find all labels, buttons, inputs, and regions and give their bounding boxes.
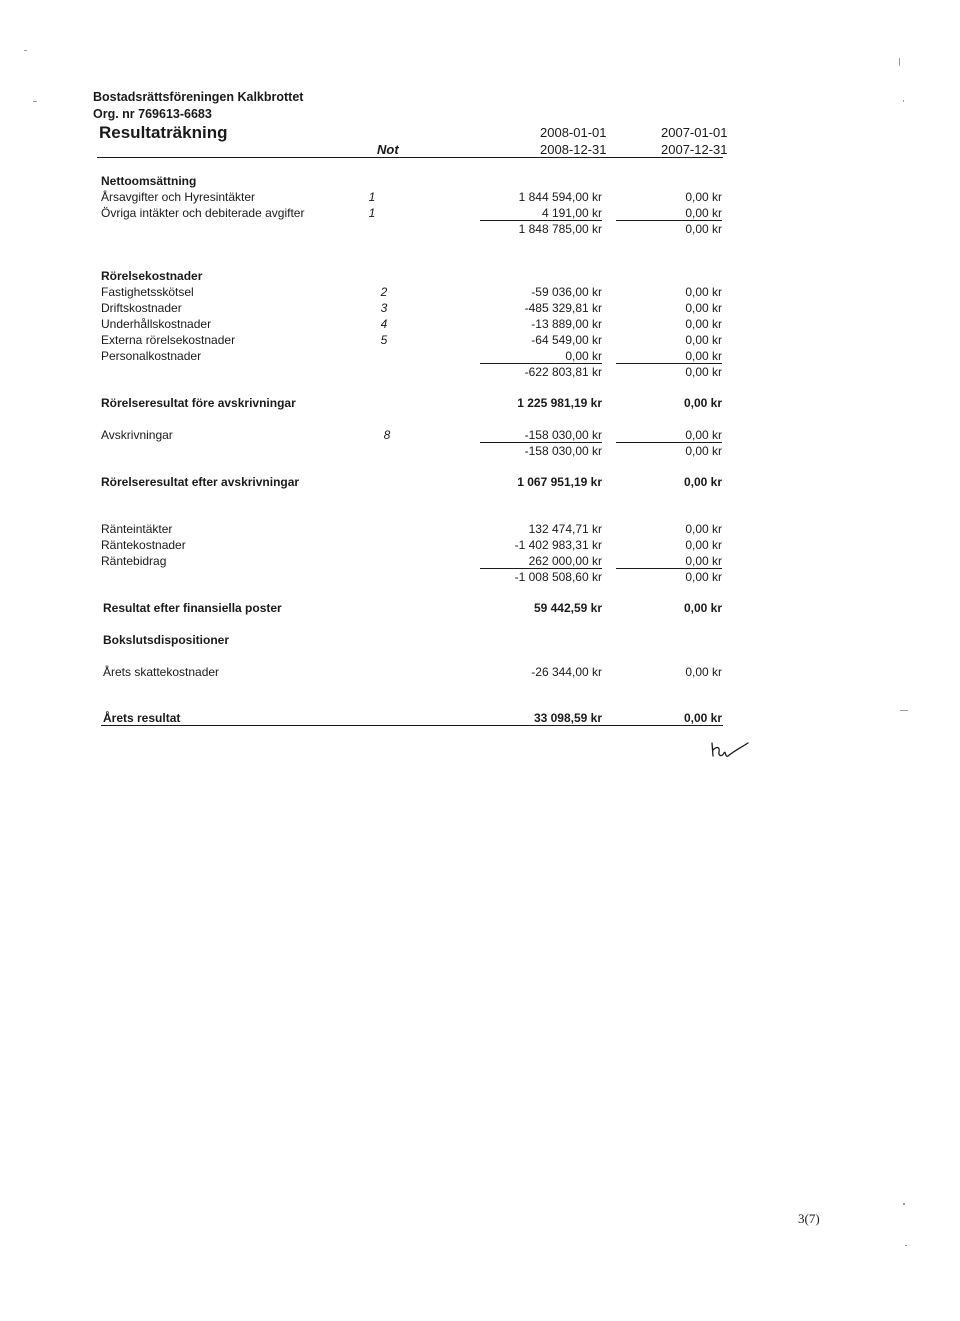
subtotal-line-2008 (480, 363, 602, 364)
subtotal-line-2008 (480, 568, 602, 569)
result-before-depreciation-2007: 0,00 kr (683, 396, 722, 410)
row-note-arsavgifter: 1 (368, 190, 376, 204)
row-note-underhallskostnader: 4 (380, 317, 388, 331)
row-value-2008-rantebidrag: 262 000,00 kr (528, 554, 602, 568)
result-before-depreciation-label: Rörelseresultat före avskrivningar (101, 396, 296, 410)
scan-speck (24, 50, 27, 51)
row-label-arets-skattekostnader: Årets skattekostnader (103, 665, 220, 679)
scan-speck (33, 101, 37, 102)
row-value-2008-driftskostnader: -485 329,81 kr (524, 301, 602, 315)
row-value-2008-rantekostnader: -1 402 983,31 kr (514, 538, 602, 552)
handwritten-initials-icon (708, 740, 752, 764)
row-value-2007-ovriga-intakter: 0,00 kr (685, 206, 722, 220)
row-value-2007-avskrivningar: 0,00 kr (685, 428, 722, 442)
row-label-driftskostnader: Driftskostnader (101, 301, 182, 315)
row-label-arsavgifter: Årsavgifter och Hyresintäkter (101, 190, 256, 204)
row-value-2008-personalkostnader: 0,00 kr (565, 349, 602, 363)
row-note-externa-rorelsekostnader: 5 (380, 333, 388, 347)
row-label-avskrivningar: Avskrivningar (101, 428, 173, 442)
col2-start-date: 2007-01-01 (661, 125, 728, 140)
row-note-fastighetsskotsel: 2 (380, 285, 388, 299)
subtotal-2007-avskrivningar: 0,00 kr (685, 444, 722, 458)
row-value-2007-arsavgifter: 0,00 kr (685, 190, 722, 204)
result-after-financial-label: Resultat efter finansiella poster (103, 601, 282, 615)
row-label-rantekostnader: Räntekostnader (101, 538, 186, 552)
row-value-2007-driftskostnader: 0,00 kr (685, 301, 722, 315)
subtotal-2008-rorelsekostnader: -622 803,81 kr (524, 365, 602, 379)
row-label-externa-rorelsekostnader: Externa rörelsekostnader (101, 333, 236, 347)
page-number: 3(7) (798, 1211, 820, 1226)
row-value-2007-arets-skattekostnader: 0,00 kr (685, 665, 722, 679)
row-value-2008-underhallskostnader: -13 889,00 kr (531, 317, 602, 331)
result-after-depreciation-2008: 1 067 951,19 kr (517, 475, 602, 489)
result-after-depreciation-label: Rörelseresultat efter avskrivningar (101, 475, 300, 489)
row-label-ranteintakter: Ränteintäkter (101, 522, 173, 536)
subtotal-line-2007 (616, 568, 722, 569)
subtotal-line-2007 (616, 220, 722, 221)
subtotal-2007-finans: 0,00 kr (685, 570, 722, 584)
subtotal-line-2008 (480, 442, 602, 443)
subtotal-line-2007 (616, 363, 722, 364)
col1-end-date: 2008-12-31 (540, 142, 607, 157)
subtotal-2007-nettoomsattning: 0,00 kr (685, 222, 722, 236)
row-value-2008-avskrivningar: -158 030,00 kr (524, 428, 602, 442)
row-label-personalkostnader: Personalkostnader (101, 349, 202, 363)
page-title: Resultaträkning (99, 123, 228, 142)
scan-speck (903, 1203, 905, 1205)
subtotal-2008-finans: -1 008 508,60 kr (514, 570, 602, 584)
col2-end-date: 2007-12-31 (661, 142, 728, 157)
row-value-2007-personalkostnader: 0,00 kr (685, 349, 722, 363)
row-value-2008-arets-skattekostnader: -26 344,00 kr (531, 665, 602, 679)
scan-speck (905, 1245, 907, 1246)
scan-speck (903, 100, 904, 102)
result-after-financial-2008: 59 442,59 kr (533, 601, 602, 615)
arets-resultat-label: Årets resultat (103, 711, 181, 725)
final-result-underline (101, 725, 723, 726)
section-heading-rorelsekostnader: Rörelsekostnader (101, 269, 203, 283)
arets-resultat-2007: 0,00 kr (683, 711, 722, 725)
section-heading-nettoomsattning: Nettoomsättning (101, 174, 197, 188)
row-note-ovriga-intakter: 1 (368, 206, 376, 220)
row-value-2007-ranteintakter: 0,00 kr (685, 522, 722, 536)
row-value-2008-ovriga-intakter: 4 191,00 kr (541, 206, 602, 220)
section-heading-bokslutsdispositioner: Bokslutsdispositioner (103, 633, 230, 647)
row-value-2007-externa-rorelsekostnader: 0,00 kr (685, 333, 722, 347)
row-label-underhallskostnader: Underhållskostnader (101, 317, 212, 331)
row-label-fastighetsskotsel: Fastighetsskötsel (101, 285, 194, 299)
subtotal-2008-nettoomsattning: 1 848 785,00 kr (518, 222, 602, 236)
row-label-rantebidrag: Räntebidrag (101, 554, 167, 568)
row-value-2007-fastighetsskotsel: 0,00 kr (685, 285, 722, 299)
row-value-2007-underhallskostnader: 0,00 kr (685, 317, 722, 331)
org-number: Org. nr 769613-6683 (93, 107, 212, 121)
row-value-2008-externa-rorelsekostnader: -64 549,00 kr (531, 333, 602, 347)
subtotal-2008-avskrivningar: -158 030,00 kr (524, 444, 602, 458)
result-after-depreciation-2007: 0,00 kr (683, 475, 722, 489)
result-after-financial-2007: 0,00 kr (683, 601, 722, 615)
row-value-2007-rantebidrag: 0,00 kr (685, 554, 722, 568)
scan-speck (899, 58, 900, 66)
scan-speck (900, 710, 908, 711)
row-value-2008-ranteintakter: 132 474,71 kr (528, 522, 602, 536)
row-value-2007-rantekostnader: 0,00 kr (685, 538, 722, 552)
row-note-driftskostnader: 3 (380, 301, 388, 315)
row-note-avskrivningar: 8 (383, 428, 391, 442)
row-value-2008-arsavgifter: 1 844 594,00 kr (518, 190, 602, 204)
result-before-depreciation-2008: 1 225 981,19 kr (517, 396, 602, 410)
row-value-2008-fastighetsskotsel: -59 036,00 kr (531, 285, 602, 299)
subtotal-line-2008 (480, 220, 602, 221)
subtotal-line-2007 (616, 442, 722, 443)
row-label-ovriga-intakter: Övriga intäkter och debiterade avgifter (101, 206, 305, 220)
col1-start-date: 2008-01-01 (540, 125, 607, 140)
not-column-header: Not (377, 142, 399, 157)
association-name: Bostadsrättsföreningen Kalkbrottet (93, 90, 304, 104)
header-divider (97, 157, 723, 158)
subtotal-2007-rorelsekostnader: 0,00 kr (685, 365, 722, 379)
arets-resultat-2008: 33 098,59 kr (533, 711, 602, 725)
